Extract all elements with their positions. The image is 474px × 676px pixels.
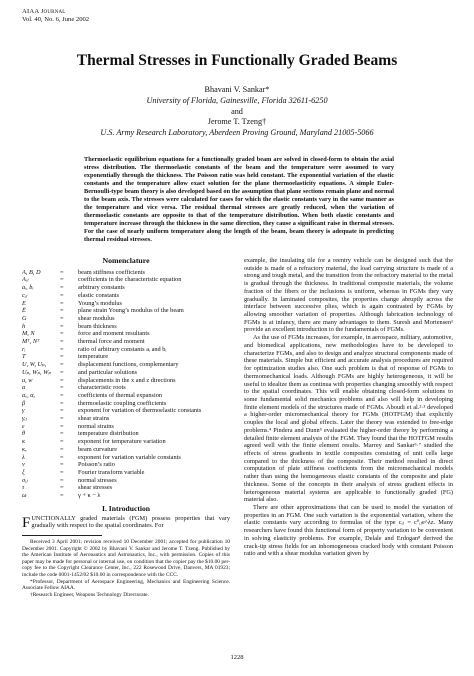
nomenclature-definition: beam thickness (78, 322, 117, 330)
nomenclature-equals: = (60, 468, 64, 476)
nomenclature-symbol: A, B, D (22, 268, 41, 276)
nomenclature-symbol: u, w (22, 376, 33, 384)
nomenclature-symbol: ν (22, 461, 25, 469)
nomenclature-row (22, 307, 230, 315)
nomenclature-equals: = (60, 422, 64, 430)
nomenclature-equals: = (60, 492, 64, 500)
abstract: Thermoelastic equilibrium equations for a functionally graded beam are solved in closed-form to obtain the axial stress distribution. The thermoelastic constants of the beam and the temperature were assumed to vary exponentially through the thickness. The Poisson ratio was held constant. The exponential variation of the elastic constants and the temperature allow exact solution for the plane thermoelasticity equations. A simple Euler-Bernoulli-type beam theory is also developed based on the assumption that plane sections remain plane and normal to the beam axis. The stresses were calculated for cases for which the elastic constants vary in the same manner as the temperature and vice versa. The residual thermal stresses are greatly reduced, when the variation of thermoelastic constants are opposite to that of the temperature distribution. When both elastic constants and temperature increase through the thickness in the same direction, they cause a significant raise in thermal stresses. For the case of nearly uniform temperature along the length of the beam, beam theory is adequate in predicting thermal residual stresses. (84, 156, 394, 244)
nomenclature-equals: = (60, 291, 64, 299)
nomenclature-equals: = (60, 322, 64, 330)
nomenclature-symbol: E (22, 299, 26, 307)
nomenclature-symbol: γ (22, 407, 25, 415)
nomenclature-row (22, 276, 230, 284)
nomenclature-definition: normal stresses (78, 476, 117, 484)
nomenclature-definition: temperature distribution (78, 430, 139, 438)
nomenclature-equals: = (60, 438, 64, 446)
nomenclature-equals: = (60, 384, 64, 392)
nomenclature-equals: = (60, 391, 64, 399)
nomenclature-row (22, 369, 230, 377)
nomenclature-definition: Poisson’s ratio (78, 461, 115, 469)
nomenclature-equals: = (60, 484, 64, 492)
footnote-text: *Professor, Department of Aerospace Engineering, Mechanics and Engineering Science. Associate Fellow AIAA. (22, 578, 230, 592)
nomenclature-symbol: Uₚ, Wₚ, Wₚ (22, 368, 51, 376)
nomenclature-equals: = (60, 476, 64, 484)
nomenclature-row (22, 392, 230, 400)
nomenclature-equals: = (60, 461, 64, 469)
journal-volume: Vol. 40, No. 6, June 2002 (22, 16, 90, 23)
nomenclature-definition: elastic constants (78, 291, 120, 299)
nomenclature-row (22, 269, 230, 277)
nomenclature-equals: = (60, 307, 64, 315)
nomenclature-symbol: Mᵀ, Nᵀ (22, 338, 40, 346)
nomenclature-definition: γ + κ − λ (78, 492, 101, 500)
intro-paragraph (22, 515, 230, 531)
nomenclature-row (22, 438, 230, 446)
nomenclature-definition: displacements in the x and z directions (78, 376, 176, 384)
nomenclature-equals: = (60, 330, 64, 338)
nomenclature-symbol: h (22, 322, 26, 330)
nomenclature-definition: exponent for variation variable constants (78, 453, 181, 461)
nomenclature-symbol: κₓ (22, 445, 27, 453)
body-paragraph: example, the insulating tile for a reentry vehicle can be designed such that the outside is made of a refractory material, the load carrying structure is made of a strong and tough metal, and the transition from the refractory material to the metal is gradual through the thickness. In traditional composite materials, the volume fraction of the fibers or the inclusions is uniform, whereas in FGMs they vary gradually. In laminated composites, the properties change abruptly across the interface between successive plies, which is again contrasted by FGMs by allowing smoother variation of properties. Although fabrication technology of FGMs is at infancy, there are many advantages to them. Suresh and Mortensen¹ provide an excellent introduction to the fundamentals of FGMs. (244, 257, 453, 334)
nomenclature-symbol: U, W, Uₚ, (22, 361, 47, 369)
nomenclature-equals: = (60, 445, 64, 453)
nomenclature-definition: exponent for temperature variation (78, 438, 166, 446)
nomenclature-symbol: λ (22, 453, 25, 461)
nomenclature-symbol: cᵢⱼ (22, 291, 28, 299)
body-paragraph: There are other approximations that can be used to model the variation of properties in an FGM. One such variation is the exponential variation, where the elastic constants vary according to formulas of the type cᵢⱼ = c⁰ᵢⱼe^λz. Many researchers have found this functional form of property variation to be convenient in solving elasticity problems. For example, Delale and Erdogan⁸ derived the crack-tip stress fields for an inhomogeneous cracked body with constant Poisson ratio and with a shear modulus variation given by (244, 504, 453, 558)
and-separator: and (231, 106, 243, 116)
nomenclature-definition: displacement functions, complementary (78, 361, 179, 369)
left-column (22, 257, 230, 598)
nomenclature-row (22, 353, 230, 361)
nomenclature-row (22, 446, 230, 454)
nomenclature-definition: exponent for variation of thermoelastic constants (78, 407, 202, 415)
author-affiliation: University of Florida, Gainesville, Florida 32611-6250 (146, 95, 328, 105)
nomenclature-equals: = (60, 268, 64, 276)
nomenclature-equals: = (60, 284, 64, 292)
nomenclature-row (22, 346, 230, 354)
nomenclature-definition: arbitrary constants (78, 284, 125, 292)
nomenclature-symbol: ξ (22, 468, 25, 476)
nomenclature-row (22, 469, 230, 477)
section-title: I. Introduction (102, 503, 150, 513)
nomenclature-symbol: γᵢⱼ (22, 415, 28, 423)
nomenclature-definition: shear strains (78, 415, 110, 423)
nomenclature-row (22, 484, 230, 492)
nomenclature-equals: = (60, 276, 64, 284)
nomenclature-symbol: G (22, 314, 27, 322)
drop-cap: F (22, 514, 31, 531)
nomenclature-row (22, 415, 230, 423)
nomenclature-equals: = (60, 353, 64, 361)
nomenclature-symbol: τ (22, 484, 25, 492)
nomenclature-definition: beam stiffness coefficients (78, 268, 145, 276)
nomenclature-symbol: aᵢ, bᵢ (22, 284, 34, 292)
nomenclature-definition: thermal force and moment (78, 338, 145, 346)
nomenclature-definition: coefficients of thermal expansion (78, 391, 162, 399)
nomenclature-symbol: κ (22, 438, 26, 446)
nomenclature-symbol: T (22, 353, 26, 361)
nomenclature-symbol: Ē (22, 307, 26, 315)
nomenclature-definition: plane strain Young’s modulus of the beam (78, 307, 184, 315)
nomenclature-symbol: rᵢ (22, 345, 26, 353)
nomenclature-definition: shear stresses (78, 484, 113, 492)
nomenclature-symbol: αₓ, αₓ (22, 391, 36, 399)
nomenclature-equals: = (60, 345, 64, 353)
journal-header (22, 8, 89, 24)
nomenclature-equals: = (60, 338, 64, 346)
nomenclature-row (22, 300, 230, 308)
author-affiliation: U.S. Army Research Laboratory, Aberdeen Proving Ground, Maryland 21005-5066 (100, 128, 374, 138)
nomenclature-definition: Fourier transform variable (78, 468, 145, 476)
footnote-author-2 (22, 592, 230, 599)
nomenclature-row (22, 361, 230, 369)
nomenclature-definition: force and moment resultants (78, 330, 150, 338)
nomenclature-symbol: β (22, 399, 26, 407)
author-name: Bhavani V. Sankar* (204, 85, 270, 94)
nomenclature-definition: Young’s modulus (78, 299, 122, 307)
nomenclature-row (22, 323, 230, 331)
nomenclature-definition: temperature (78, 353, 109, 361)
nomenclature-equals: = (60, 314, 64, 322)
nomenclature-row (22, 477, 230, 485)
nomenclature-definition: ratio of arbitrary constants aᵢ and bᵢ (78, 345, 167, 353)
nomenclature-row (22, 400, 230, 408)
nomenclature-equals: = (60, 430, 64, 438)
footnote-text: Received 3 April 2001; revision received 10 December 2001; accepted for publication 10 December 2001. Copyright © 2002 by Bhavani V. Sankar and Jerome T. Tzeng. Published by the American Institute of Aeronautics and Astronautics, Inc., with permission. Copies of this paper may be made for personal or internal use, on condition that the copier pay the $10.00 per-copy fee to the Copyright Clearance Center, Inc., 222 Rosewood Drive, Danvers, MA 01923; include the code 0001-1452/02 $10.00 in correspondence with the CCC. (22, 539, 230, 579)
footnote-received (22, 539, 230, 579)
nomenclature-symbol: Aᵢⱼ (22, 276, 29, 284)
nomenclature-definition: beam curvature (78, 445, 117, 453)
intro-text: UNCTIONALLY graded materials (FGM) possess properties that vary gradually with respect to the spatial coordinates. For (31, 514, 230, 530)
nomenclature-equals: = (60, 368, 64, 376)
right-column (244, 257, 453, 558)
nomenclature-row (22, 454, 230, 462)
nomenclature-definition: thermoelastic coupling coefficients (78, 399, 167, 407)
author-block (0, 85, 474, 139)
nomenclature-symbol: ε (22, 422, 25, 430)
nomenclature-row (22, 423, 230, 431)
nomenclature-equals: = (60, 399, 64, 407)
nomenclature-row (22, 492, 230, 500)
page-number: 1228 (230, 654, 244, 661)
journal-name: AIAA Journal (22, 8, 66, 15)
footnote-rule (22, 535, 102, 536)
nomenclature-equals: = (60, 299, 64, 307)
nomenclature-symbol: σᵢⱼ (22, 476, 28, 484)
nomenclature-definition: characteristic roots (78, 384, 126, 392)
nomenclature-equals: = (60, 407, 64, 415)
author-name: Jerome T. Tzeng† (207, 117, 267, 127)
nomenclature-symbol: θ (22, 430, 26, 438)
nomenclature-title: Nomenclature (102, 256, 150, 265)
nomenclature-list (22, 269, 230, 500)
paper-title: Thermal Stresses in Functionally Graded Beams (76, 52, 398, 69)
nomenclature-definition: and particular solutions (78, 368, 138, 376)
nomenclature-row (22, 284, 230, 292)
nomenclature-row (22, 377, 230, 385)
footnote-author-1 (22, 579, 230, 592)
nomenclature-row (22, 384, 230, 392)
nomenclature-row (22, 461, 230, 469)
nomenclature-equals: = (60, 453, 64, 461)
nomenclature-row (22, 407, 230, 415)
nomenclature-row (22, 292, 230, 300)
nomenclature-definition: normal strains (78, 422, 114, 430)
body-paragraph: As the use of FGMs increases, for example, in aerospace, military, automotive, and biomedical applications, new methodologies have to be developed to characterize FGMs, and also to design and analyze structural components made of these materials. Simple but efficient and accurate analysis procedures are required for optimization studies also. One such problem is that of response of FGMs to thermomechanical loads. Although FGMs are highly heterogeneous, it will be useful to idealize them as continua with properties changing smoothly with respect to the spatial coordinates. This will enable obtaining closed-form solutions to some fundamental solid mechanics problems and also will help in developing finite element models of the structures made of FGMs. Aboudi et al.²·³ developed a higher-order micromechanical theory for FGMs (HOTFGM) that explicitly couples the local and global effects. Later the theory was extended to free-edge problems.⁴ Pindera and Dunn⁵ evaluated the higher-order theory by performing a detailed finite element analysis of the FGM. They found that the HOTFGM results agreed well with the finite element results. Marrey and Sankar⁶·⁷ studied the effects of stress gradients in textile composites consisting of unit cells large compared to the thickness of the composite. Their method resulted in direct computation of plate stiffness coefficients from the micromechanical models rather than using the homogeneous elastic constants of the composite and plate thickness. Some of the concepts in their analysis of stress gradient effects in heterogeneous material systems are applicable to functionally graded (FG) material also. (244, 334, 453, 504)
nomenclature-equals: = (60, 376, 64, 384)
nomenclature-row (22, 338, 230, 346)
nomenclature-equals: = (60, 361, 64, 369)
nomenclature-row (22, 315, 230, 323)
nomenclature-symbol: α (22, 384, 26, 392)
footnote-text: †Research Engineer, Weapons Technology Directorate. (30, 591, 149, 598)
nomenclature-symbol: ω (22, 492, 27, 500)
nomenclature-definition: shear modulus (78, 314, 115, 322)
nomenclature-row (22, 330, 230, 338)
nomenclature-definition: coefficients in the characteristic equation (78, 276, 182, 284)
nomenclature-equals: = (60, 415, 64, 423)
nomenclature-symbol: M, N (22, 330, 35, 338)
nomenclature-row (22, 430, 230, 438)
